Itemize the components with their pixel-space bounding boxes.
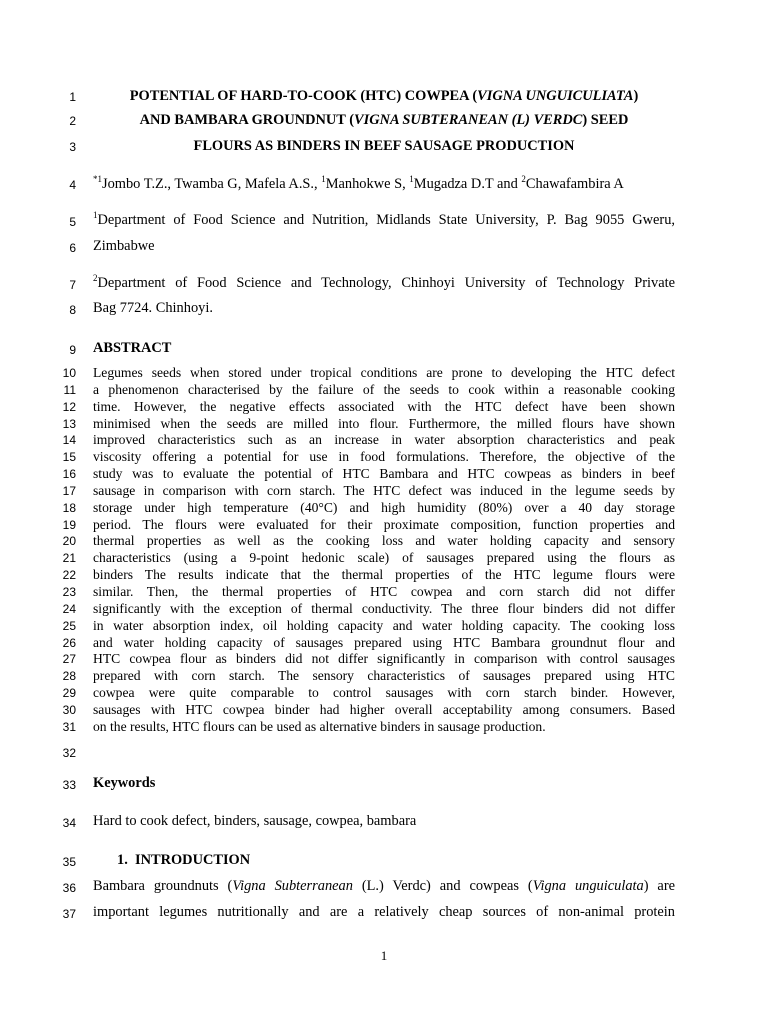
abstract-line: on the results, HTC flours can be used as alternative binders in sausage production. <box>93 718 546 734</box>
affiliation-text: Department of Food Science and Nutrition, Midlands State University, P. Bag 9055 Gweru, <box>97 212 675 228</box>
abstract-heading: ABSTRACT <box>93 340 172 356</box>
line-number: 12 <box>62 399 76 414</box>
affiliation-2-line-1 <box>93 275 675 292</box>
line-number: 8 <box>69 303 76 317</box>
line-number: 13 <box>62 416 76 431</box>
abstract-line: Legumes seeds when stored under tropical conditions are prone to developing the HTC defect <box>93 365 675 380</box>
species-name: Vigna Subterranean <box>232 878 353 894</box>
line-number: 17 <box>62 483 76 498</box>
intro-line-1 <box>93 878 675 895</box>
line-number: 37 <box>62 907 76 921</box>
line-number: 29 <box>62 686 76 701</box>
line-number: 34 <box>62 816 76 830</box>
abstract-line: thermal properties as well as the cooking loss and water holding capacity and sensory <box>93 533 675 549</box>
author-names: Manhokwe S, <box>325 176 410 192</box>
line-number: 1 <box>69 90 76 104</box>
line-number: 33 <box>62 778 76 792</box>
title-line-3: FLOURS AS BINDERS IN BEEF SAUSAGE PRODUCTION <box>193 138 575 154</box>
author-names: Mugadza D.T and <box>413 176 522 192</box>
line-number: 21 <box>62 551 76 566</box>
title-species: VIGNA SUBTERANEAN (L) VERDC <box>354 112 583 128</box>
line-number: 23 <box>62 584 76 599</box>
abstract-line: sausages with HTC cowpea binder had higher overall acceptability among consumers. Based <box>93 701 675 717</box>
line-number: 4 <box>69 178 76 192</box>
abstract-line: HTC cowpea flour as binders did not differ significantly in comparison with control sausages <box>93 651 675 667</box>
abstract-line: a phenomenon characterised by the failure of the seeds to cook within a reasonable cooking <box>93 381 675 397</box>
line-number: 27 <box>62 652 76 667</box>
abstract-line: storage under high temperature (40°C) and high humidity (80%) over a 40 day storage <box>93 499 675 515</box>
intro-text: (L.) Verdc) and cowpeas ( <box>352 878 533 894</box>
affiliation-text: Department of Food Science and Technology, Chinhoyi University of Technology Private <box>97 275 675 291</box>
abstract-body <box>93 365 675 736</box>
author-names: Jombo T.Z., Twamba G, Mafela A.S., <box>102 176 322 192</box>
affil-marker: *1 <box>93 174 102 185</box>
abstract-line: and water holding capacity of sausages prepared using HTC Bambara groundnut flour and <box>93 634 675 650</box>
keywords-heading: Keywords <box>93 775 156 791</box>
title-text: AND BAMBARA GROUNDNUT ( <box>139 112 355 128</box>
affiliation-1-line-2: Zimbabwe <box>93 238 155 254</box>
line-number: 30 <box>62 702 76 717</box>
affil-marker: 2 <box>93 273 98 284</box>
affiliation-1-line-1 <box>93 212 675 229</box>
title-text: POTENTIAL OF HARD-TO-COOK (HTC) COWPEA ( <box>129 88 478 104</box>
abstract-line: minimised when the seeds are milled into flour. Furthermore, the milled flours have shown <box>93 415 675 431</box>
line-number: 16 <box>62 467 76 482</box>
title-species: VIGNA UNGUICULIATA <box>477 88 634 104</box>
line-number: 22 <box>62 568 76 583</box>
abstract-line: prepared with corn starch. The sensory characteristics of sausages prepared using HTC <box>93 668 675 684</box>
abstract-line-numbers <box>40 365 76 736</box>
line-number: 24 <box>62 601 76 616</box>
line-number: 19 <box>62 517 76 532</box>
abstract-line: binders The results indicate that the thermal properties of the HTC legume flours were <box>93 567 675 583</box>
line-number: 18 <box>62 500 76 515</box>
intro-heading <box>117 852 699 869</box>
line-number: 9 <box>69 343 76 357</box>
abstract-line: study was to evaluate the potential of HTC Bambara and HTC cowpeas as binders in beef <box>93 466 675 482</box>
abstract-line: cowpea were quite comparable to control sausages with corn starch binder. However, <box>93 685 675 701</box>
authors-line <box>93 176 675 193</box>
line-number: 20 <box>62 534 76 549</box>
line-number: 15 <box>62 450 76 465</box>
section-number: 1. <box>117 852 128 868</box>
line-number: 26 <box>62 635 76 650</box>
line-number: 5 <box>69 215 76 229</box>
title-line-2 <box>93 112 675 129</box>
line-number: 36 <box>62 881 76 895</box>
abstract-line: period. The flours were evaluated for their proximate composition, function properties and <box>93 516 675 532</box>
abstract-line: viscosity offering a potential for use in food formulations. Therefore, the objective of the <box>93 449 675 465</box>
intro-text: Bambara groundnuts ( <box>93 878 233 894</box>
line-number: 28 <box>62 669 76 684</box>
author-names: Chawafambira A <box>525 176 624 192</box>
abstract-line: similar. Then, the thermal properties of HTC cowpea and corn starch did not differ <box>93 583 675 599</box>
section-title: INTRODUCTION <box>135 852 251 868</box>
line-number: 3 <box>69 140 76 154</box>
abstract-line: characteristics (using a 9-point hedonic scale) of sausages prepared using the flours as <box>93 550 675 566</box>
intro-line-2: important legumes nutritionally and are a relatively cheap sources of non-animal protein <box>93 904 675 920</box>
line-number: 11 <box>63 382 76 397</box>
line-number: 14 <box>62 433 76 448</box>
line-number: 31 <box>62 719 76 734</box>
abstract-line: time. However, the negative effects associated with the HTC defect have been shown <box>93 398 675 414</box>
affil-marker: 1 <box>321 174 326 185</box>
abstract-line: improved characteristics such as an increase in water absorption characteristics and peak <box>93 432 675 448</box>
title-text: ) SEED <box>582 112 629 128</box>
abstract-line: in water absorption index, oil holding capacity and water holding capacity. The cooking loss <box>93 617 675 633</box>
abstract-line: significantly with the exception of thermal conductivity. The three flour binders did not differ <box>93 600 675 616</box>
affil-marker: 1 <box>93 210 98 221</box>
line-number: 2 <box>69 114 76 128</box>
line-number: 7 <box>69 278 76 292</box>
affil-marker: 2 <box>521 174 526 185</box>
affiliation-2-line-2: Bag 7724. Chinhoyi. <box>93 300 213 316</box>
title-text: ) <box>633 88 639 104</box>
line-number: 32 <box>62 746 76 760</box>
species-name: Vigna unguiculata <box>532 878 644 894</box>
line-number: 10 <box>62 366 76 380</box>
line-number: 6 <box>69 241 76 255</box>
line-number: 25 <box>62 618 76 633</box>
line-number: 35 <box>62 855 76 869</box>
title-line-1 <box>93 88 675 105</box>
abstract-line: sausage in comparison with corn starch. The HTC defect was induced in the legume seeds by <box>93 482 675 498</box>
affil-marker: 1 <box>409 174 414 185</box>
keywords-text: Hard to cook defect, binders, sausage, cowpea, bambara <box>93 813 417 829</box>
page-number: 1 <box>380 948 388 963</box>
intro-text: ) are <box>643 878 676 894</box>
